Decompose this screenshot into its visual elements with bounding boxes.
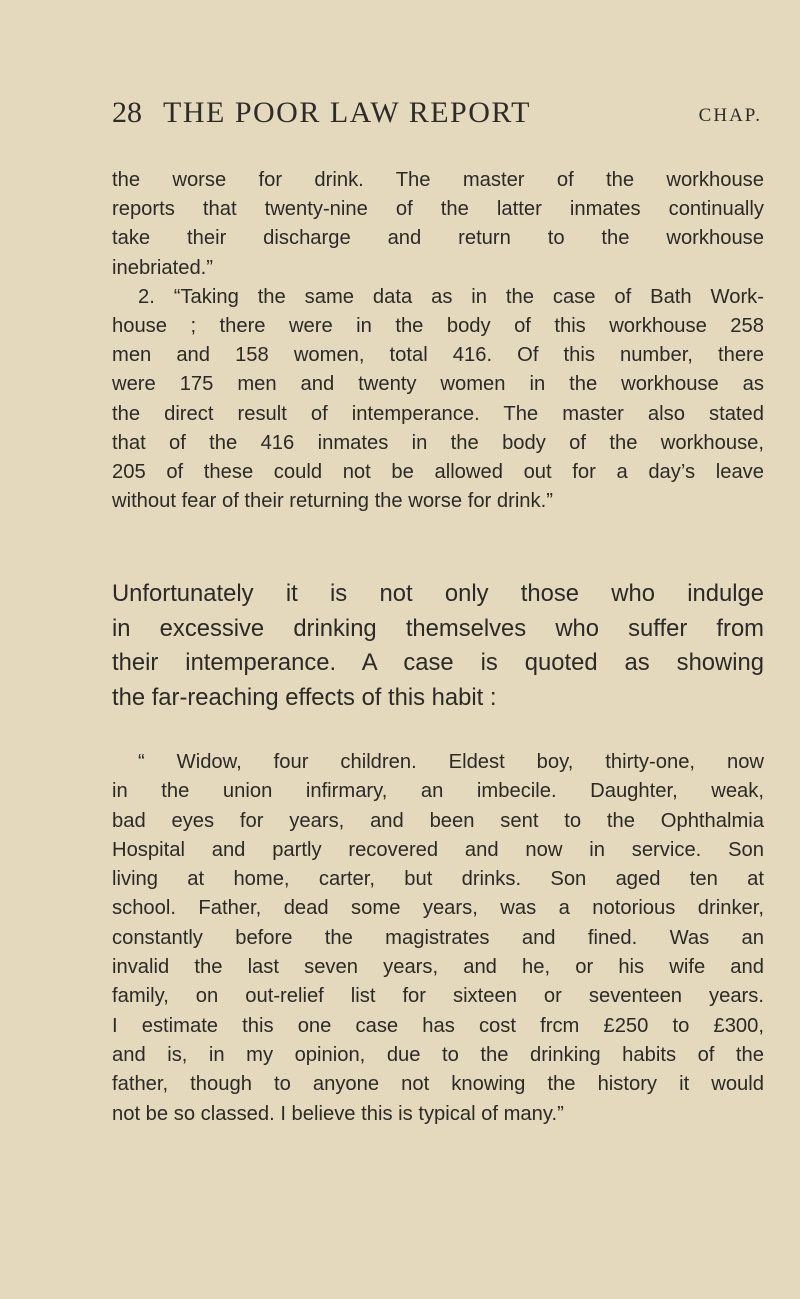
text-line: in the union infirmary, an imbecile. Daughter, weak, xyxy=(112,780,764,803)
quote-continuation xyxy=(112,166,764,516)
text-line: the worse for drink. The master of the workhouse xyxy=(112,169,764,191)
text-line: men and 158 women, total 416. Of this number, there xyxy=(112,344,764,367)
text-line: bad eyes for years, and been sent to the Ophthalmia xyxy=(112,809,764,832)
text-line: constantly before the magistrates and fined. Was an xyxy=(112,926,764,949)
text-line: family, on out-relief list for sixteen or seventeen years. xyxy=(112,985,764,1008)
text-line: school. Father, dead some years, was a notorious drinker, xyxy=(112,897,764,920)
chapter-abbreviation: CHAP. xyxy=(698,105,762,126)
text-line: father, though to anyone not knowing the history it would xyxy=(112,1073,764,1096)
text-line: invalid the last seven years, and he, or his wife and xyxy=(112,956,764,979)
text-line: the direct result of intemperance. The master also stated xyxy=(112,402,764,425)
page-number: 28 xyxy=(112,96,142,129)
main-paragraph xyxy=(112,577,764,715)
text-line: 205 of these could not be allowed out for a day’s leave xyxy=(112,461,764,484)
text-line: house ; there were in the body of this workhouse 258 xyxy=(112,315,764,338)
text-line: reports that twenty-nine of the latter inmates continually xyxy=(112,198,764,221)
text-line: take their discharge and return to the workhouse xyxy=(112,227,764,250)
text-line: in excessive drinking themselves who suffer from xyxy=(112,614,764,642)
running-head xyxy=(112,96,762,146)
text-line: the far-reaching effects of this habit : xyxy=(112,683,497,711)
text-line: inebriated.” xyxy=(112,256,213,279)
text-line: without fear of their returning the worse for drink.” xyxy=(112,490,553,513)
text-line: Hospital and partly recovered and now in service. Son xyxy=(112,838,764,861)
text-line: and is, in my opinion, due to the drinking habits of the xyxy=(112,1043,764,1066)
text-line: I estimate this one case has cost frcm £250 to £300, xyxy=(112,1014,764,1037)
text-line: 2. “Taking the same data as in the case of Bath Work- xyxy=(138,285,764,308)
text-line: Unfortunately it is not only those who indulge xyxy=(112,580,764,607)
text-line: were 175 men and twenty women in the workhouse as xyxy=(112,373,764,396)
case-quote xyxy=(112,748,764,1129)
text-line: that of the 416 inmates in the body of the workhouse, xyxy=(112,431,764,454)
running-title: THE POOR LAW REPORT xyxy=(163,96,531,129)
text-line: not be so classed. I believe this is typical of many.” xyxy=(112,1102,564,1125)
text-line: living at home, carter, but drinks. Son aged ten at xyxy=(112,868,764,891)
text-line: “ Widow, four children. Eldest boy, thirty-one, now xyxy=(138,751,764,773)
text-line: their intemperance. A case is quoted as showing xyxy=(112,649,764,676)
